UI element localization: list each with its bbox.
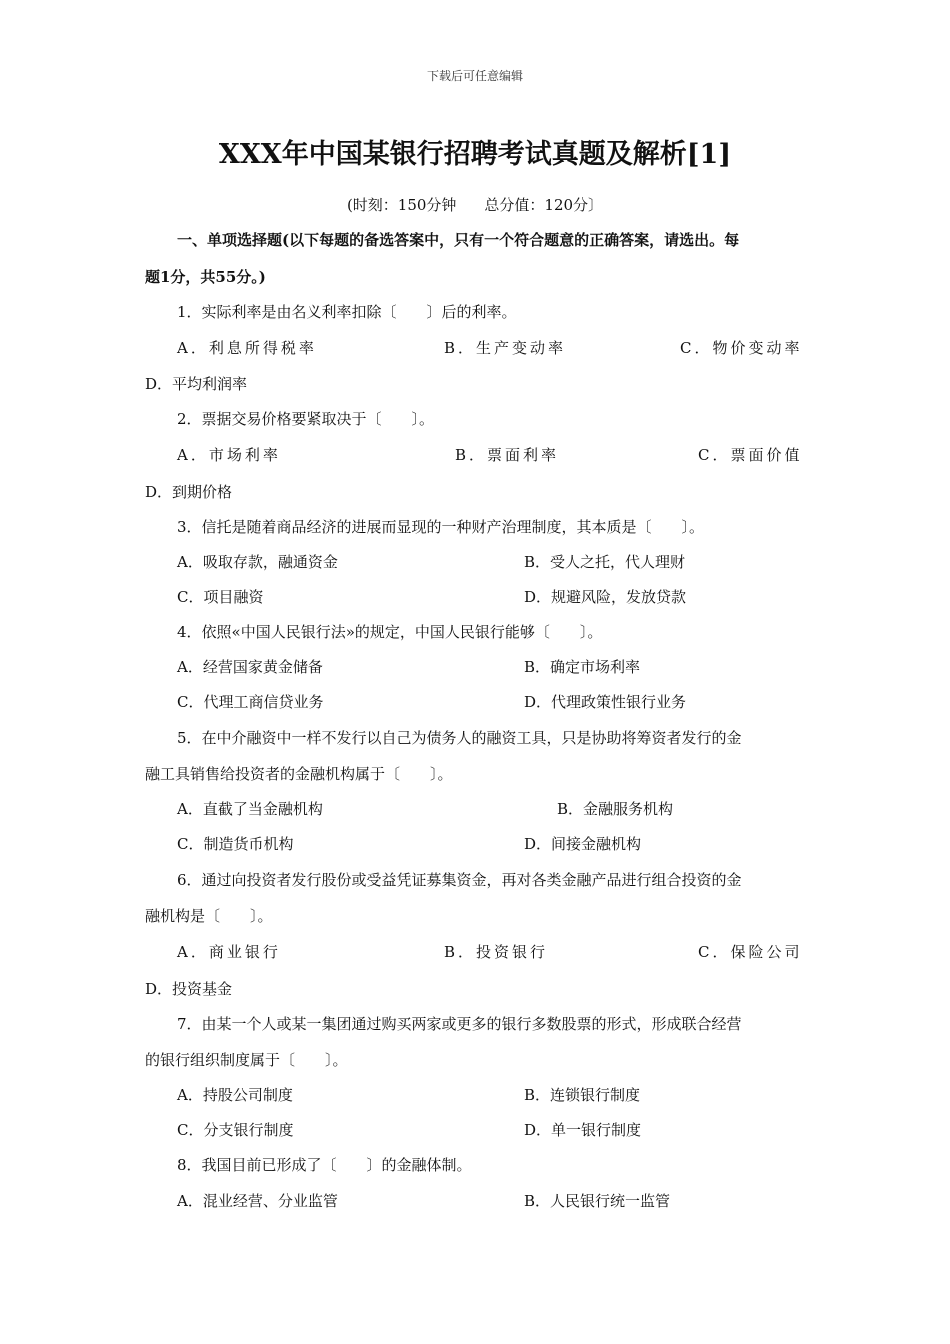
option: D．间接金融机构 <box>524 835 642 853</box>
option: A．市场利率 <box>177 446 281 464</box>
question-stem: 8．我国目前已形成了〔 〕的金融体制。 <box>177 1156 472 1174</box>
option: A．吸取存款，融通资金 <box>177 553 338 571</box>
question-stem: 2．票据交易价格要紧取决于〔 〕。 <box>177 410 435 428</box>
option: B．确定市场利率 <box>524 658 641 676</box>
option: A．持股公司制度 <box>177 1086 293 1104</box>
question-stem-continued: 融工具销售给投资者的金融机构属于〔 〕。 <box>145 765 453 783</box>
option: B．受人之托，代人理财 <box>524 553 686 571</box>
option: C．项目融资 <box>177 588 264 606</box>
question-stem-continued: 的银行组织制度属于〔 〕。 <box>145 1051 348 1069</box>
option: C．票面价值 <box>698 446 803 464</box>
option: C．物价变动率 <box>680 339 803 357</box>
option: B．人民银行统一监管 <box>524 1192 671 1210</box>
exam-total-score: 总分值：120分〕 <box>484 196 604 214</box>
option: D．到期价格 <box>145 483 233 501</box>
option: B．票面利率 <box>455 446 560 464</box>
option: A．混业经营、分业监管 <box>177 1192 338 1210</box>
option: C．制造货币机构 <box>177 835 294 853</box>
option: A．经营国家黄金储备 <box>177 658 323 676</box>
section-heading-line1: 一、单项选择题(以下每题的备选答案中，只有一个符合题意的正确答案，请选出。每 <box>177 231 740 249</box>
question-stem: 3．信托是随着商品经济的进展而显现的一种财产治理制度，其本质是〔 〕。 <box>177 518 705 536</box>
question-stem: 7．由某一个人或某一集团通过购买两家或更多的银行多数股票的形式，形成联合经营 <box>177 1015 742 1033</box>
option: A．商业银行 <box>177 943 281 961</box>
header-note: 下载后可任意编辑 <box>426 69 523 83</box>
option: D．平均利润率 <box>145 375 248 393</box>
exam-time: (时刻：150分钟 <box>346 196 457 214</box>
option: B．投资银行 <box>444 943 549 961</box>
option: C．保险公司 <box>698 943 803 961</box>
exam-meta <box>0 194 950 215</box>
option: B．金融服务机构 <box>557 800 674 818</box>
option: C．代理工商信贷业务 <box>177 693 324 711</box>
option: D．代理政策性银行业务 <box>524 693 687 711</box>
question-stem-continued: 融机构是〔 〕。 <box>145 907 273 925</box>
option: D．规避风险，发放贷款 <box>524 588 687 606</box>
option: A．利息所得税率 <box>177 339 317 357</box>
option: A．直截了当金融机构 <box>177 800 323 818</box>
option: D．投资基金 <box>145 980 233 998</box>
question-stem: 4．依照«中国人民银行法»的规定，中国人民银行能够〔 〕。 <box>177 623 603 641</box>
page-title: XXX年中国某银行招聘考试真题及解析[1] <box>218 139 732 170</box>
option: B．生产变动率 <box>444 339 567 357</box>
question-stem: 1．实际利率是由名义利率扣除〔 〕后的利率。 <box>177 303 517 321</box>
question-stem: 5．在中介融资中一样不发行以自己为债务人的融资工具，只是协助将筹资者发行的金 <box>177 729 742 747</box>
option: C．分支银行制度 <box>177 1121 294 1139</box>
option: B．连锁银行制度 <box>524 1086 641 1104</box>
section-heading-line2: 题1分，共55分。) <box>145 268 266 286</box>
question-stem: 6．通过向投资者发行股份或受益凭证募集资金，再对各类金融产品进行组合投资的金 <box>177 871 742 889</box>
option: D．单一银行制度 <box>524 1121 642 1139</box>
